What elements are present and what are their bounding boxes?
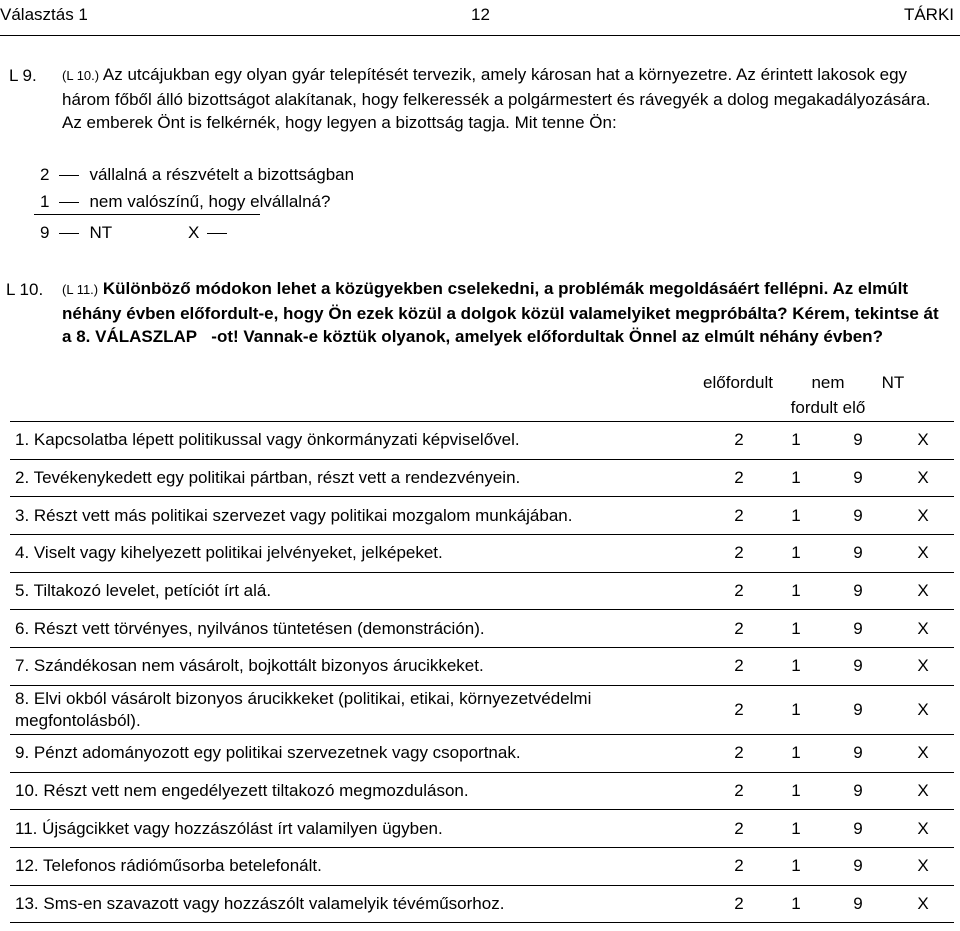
q10-ref: (L 11.): [62, 282, 99, 297]
code-nt[interactable]: 9: [824, 772, 892, 810]
code-not-occurred[interactable]: 1: [768, 572, 824, 610]
col-header-nt: NT: [881, 373, 905, 392]
q9-question: [62, 63, 952, 135]
code-occurred[interactable]: 2: [710, 610, 768, 648]
code-occurred[interactable]: 2: [710, 422, 768, 460]
code-nt[interactable]: 9: [824, 610, 892, 648]
dash-icon: [59, 175, 79, 177]
code-occurred[interactable]: 2: [710, 885, 768, 923]
q10-text-part2: -ot! Vannak-e köztük olyanok, amelyek előfordultak Önnel az elmúlt néhány évben?: [211, 327, 883, 346]
code-x[interactable]: X: [892, 572, 954, 610]
q10-number: [6, 280, 43, 300]
code-not-occurred[interactable]: 1: [768, 535, 824, 573]
q9-number: L 9.: [9, 66, 37, 85]
code-occurred[interactable]: 2: [710, 535, 768, 573]
item-text: 8. Elvi okból vásárolt bizonyos árucikkeket (politikai, etikai, környezetvédelmi megfontolásból).: [10, 685, 710, 734]
q9-option-1-label: vállalná a részvételt a bizottságban: [89, 165, 355, 184]
code-not-occurred[interactable]: 1: [768, 459, 824, 497]
code-x[interactable]: X: [892, 734, 954, 772]
item-text: 1. Kapcsolatba lépett politikussal vagy önkormányzati képviselővel.: [10, 422, 710, 460]
item-text: 6. Részt vett törvényes, nyilvános tüntetésen (demonstráción).: [10, 610, 710, 648]
q9-option-2: [40, 192, 330, 212]
dash-icon: [59, 202, 79, 204]
code-not-occurred[interactable]: 1: [768, 422, 824, 460]
code-occurred[interactable]: 2: [710, 572, 768, 610]
code-x[interactable]: X: [892, 648, 954, 686]
q10-question: [62, 277, 952, 349]
code-x[interactable]: X: [892, 885, 954, 923]
table-row: [10, 685, 954, 734]
code-nt[interactable]: 9: [824, 422, 892, 460]
table-row: [10, 810, 954, 848]
table-row: [10, 497, 954, 535]
code-x[interactable]: X: [892, 497, 954, 535]
q9-text: Az utcájukban egy olyan gyár telepítését tervezik, amely károsan hat a környezetre. Az érintett lakosok egy három főből álló bizottságot alakítanak, hogy felkeressék a polgármestert és rávegyék a dolog megakadályozására. Az emberek Önt is felkérnék, hogy legyen a bizottság tagja. Mit tenne Ön:: [62, 65, 931, 132]
q9-ref: (L 10.): [62, 68, 100, 83]
header-left: Választás 1: [0, 5, 88, 24]
col-header-occurred: előfordult: [703, 373, 773, 392]
item-text: 2. Tevékenykedett egy politikai pártban, részt vett a rendezvényein.: [10, 459, 710, 497]
item-text: 11. Újságcikket vagy hozzászólást írt valamilyen ügyben.: [10, 810, 710, 848]
table-row: [10, 847, 954, 885]
code-nt[interactable]: 9: [824, 810, 892, 848]
q10-number-text: L 10.: [6, 280, 44, 299]
code-not-occurred[interactable]: 1: [768, 610, 824, 648]
dash-icon: [207, 233, 227, 235]
code-x[interactable]: X: [892, 847, 954, 885]
code-x[interactable]: X: [892, 810, 954, 848]
code-not-occurred[interactable]: 1: [768, 847, 824, 885]
q10-text-part1: Különböző módokon lehet a közügyekben cselekedni, a problémák megoldásáért fellépni. Az elmúlt néhány évben előfordult-e, hogy Ön ezek közül a dolgok közül valamelyiket megpróbálta? Kérem, tekintse át a: [62, 279, 939, 346]
code-occurred[interactable]: 2: [710, 497, 768, 535]
table-row: [10, 648, 954, 686]
item-text: 4. Viselt vagy kihelyezett politikai jelvényeket, jelképeket.: [10, 535, 710, 573]
code-not-occurred[interactable]: 1: [768, 885, 824, 923]
item-text: 12. Telefonos rádióműsorba betelefonált.: [10, 847, 710, 885]
code-x[interactable]: X: [892, 685, 954, 734]
code-occurred[interactable]: 2: [710, 810, 768, 848]
code-nt[interactable]: 9: [824, 535, 892, 573]
code-occurred[interactable]: 2: [710, 734, 768, 772]
table-row: [10, 572, 954, 610]
code-nt[interactable]: 9: [824, 497, 892, 535]
col-header-not-occurred-line1: nem: [811, 373, 845, 392]
code-not-occurred[interactable]: 1: [768, 685, 824, 734]
q9-option-2-code: 1: [40, 192, 50, 211]
table-row: [10, 772, 954, 810]
code-occurred[interactable]: 2: [710, 685, 768, 734]
q10-card-label: VÁLASZLAP: [95, 327, 198, 346]
q10-card-number: 8.: [76, 327, 91, 346]
code-nt[interactable]: 9: [824, 847, 892, 885]
code-nt[interactable]: 9: [824, 648, 892, 686]
q9-options-rule: [34, 214, 260, 215]
item-text: 10. Részt vett nem engedélyezett tiltakozó megmozduláson.: [10, 772, 710, 810]
code-not-occurred[interactable]: 1: [768, 772, 824, 810]
q9-nt-label: NT: [89, 223, 113, 242]
q9-option-2-label: nem valószínű, hogy elvállalná?: [89, 192, 331, 211]
table-row: [10, 422, 954, 460]
code-x[interactable]: X: [892, 535, 954, 573]
table-row: [10, 535, 954, 573]
code-not-occurred[interactable]: 1: [768, 497, 824, 535]
code-x[interactable]: X: [892, 772, 954, 810]
item-text: 13. Sms-en szavazott vagy hozzászólt valamelyik tévéműsorhoz.: [10, 885, 710, 923]
code-occurred[interactable]: 2: [710, 847, 768, 885]
code-nt[interactable]: 9: [824, 459, 892, 497]
q9-option-nt: [40, 223, 112, 243]
code-occurred[interactable]: 2: [710, 459, 768, 497]
header-page-number: 12: [471, 5, 490, 24]
code-nt[interactable]: 9: [824, 734, 892, 772]
table-row: [10, 734, 954, 772]
col-header-not-occurred-line2: fordult elő: [790, 398, 866, 417]
table-row: [10, 885, 954, 923]
q9-nt-code: 9: [40, 223, 50, 242]
item-text: 5. Tiltakozó levelet, petíciót írt alá.: [10, 572, 710, 610]
item-text: 9. Pénzt adományozott egy politikai szervezetnek vagy csoportnak.: [10, 734, 710, 772]
q9-option-1: [40, 165, 354, 185]
q9-option-1-code: 2: [40, 165, 50, 184]
code-nt[interactable]: 9: [824, 885, 892, 923]
code-x[interactable]: X: [892, 459, 954, 497]
col-header-not-occurred: [773, 370, 883, 420]
dash-icon: [59, 233, 79, 235]
table-row: [10, 610, 954, 648]
activities-table: [10, 421, 954, 923]
item-text: 3. Részt vett más politikai szervezet vagy politikai mozgalom munkájában.: [10, 497, 710, 535]
code-occurred[interactable]: 2: [710, 772, 768, 810]
code-x[interactable]: X: [892, 422, 954, 460]
item-text: 7. Szándékosan nem vásárolt, bojkottált bizonyos árucikkeket.: [10, 648, 710, 686]
table-row: [10, 459, 954, 497]
code-nt[interactable]: 9: [824, 572, 892, 610]
code-x[interactable]: X: [892, 610, 954, 648]
q9-x-label: X: [188, 223, 200, 242]
q9-option-x: [188, 223, 237, 243]
code-not-occurred[interactable]: 1: [768, 810, 824, 848]
header-right: TÁRKI: [903, 5, 954, 24]
code-not-occurred[interactable]: 1: [768, 648, 824, 686]
code-not-occurred[interactable]: 1: [768, 734, 824, 772]
header-rule: [0, 35, 960, 36]
code-occurred[interactable]: 2: [710, 648, 768, 686]
code-nt[interactable]: 9: [824, 685, 892, 734]
